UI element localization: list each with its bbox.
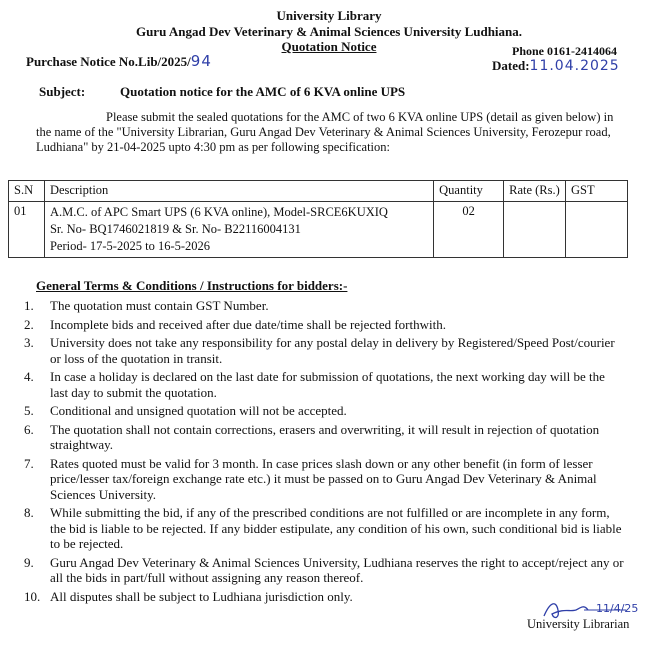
item-number: 6. <box>24 421 34 437</box>
cell-rate <box>504 202 566 258</box>
item-text: All disputes shall be subject to Ludhiana jurisdiction only. <box>50 588 353 604</box>
cell-sn: 01 <box>9 202 45 258</box>
cell-description <box>44 202 433 258</box>
item-number: 5. <box>24 403 34 418</box>
intro-paragraph <box>36 110 626 155</box>
header-gst: GST <box>566 181 628 202</box>
item-number: 1. <box>24 298 34 313</box>
phone-number: Phone 0161-2414064 <box>512 44 617 58</box>
item-number: 8. <box>24 505 34 520</box>
terms-heading: General Terms & Conditions / Instructions for bidders:- <box>36 278 348 293</box>
subject-text: Quotation notice for the AMC of 6 KVA online UPS <box>120 84 406 99</box>
dated-value-handwritten: 11.04.2025 <box>529 58 620 74</box>
list-item <box>14 335 626 366</box>
list-item <box>14 456 626 503</box>
description-line: Sr. No- BQ1746021819 & Sr. No- B22116004131 <box>49 222 301 236</box>
item-number: 2. <box>24 316 34 332</box>
item-text: In case a holiday is declared on the last date for submission of quotations, the next working day will be the last day to submit the quotation. <box>50 369 605 400</box>
list-item <box>14 422 626 453</box>
list-item <box>14 369 626 400</box>
table-row <box>9 202 628 258</box>
dated-label: Dated: <box>492 58 530 73</box>
cell-gst <box>566 202 628 258</box>
purchase-notice-number <box>26 52 212 70</box>
item-text: The quotation must contain GST Number. <box>50 298 269 313</box>
item-number: 4. <box>24 369 34 384</box>
list-item <box>14 505 626 552</box>
table-header-row <box>9 181 628 202</box>
item-number: 10. <box>24 588 41 604</box>
header-quotation-notice: Quotation Notice <box>281 39 377 54</box>
list-item <box>14 403 626 419</box>
item-text: Guru Angad Dev Veterinary & Animal Sciences University, Ludhiana reserves the right to accept/reject any or all the bids in part/full without assigning any reason thereof. <box>50 554 624 585</box>
header-sn: S.N <box>9 181 45 202</box>
item-text: While submitting the bid, if any of the prescribed conditions are not fulfilled or are incomplete in any form, the bid is liable to be rejected. If any bidder estipulate, any condition of his own, such conditional bid is liable to be rejected. <box>50 505 622 551</box>
signature-date-handwritten: 11/4/25 <box>596 602 639 615</box>
subject-label: Subject: <box>39 84 86 99</box>
header-quantity: Quantity <box>434 181 504 202</box>
item-text: The quotation shall not contain corrections, erasers and overwriting, it will result in rejection of quotation straightway. <box>50 421 600 452</box>
list-item <box>14 589 626 605</box>
list-item <box>14 317 626 333</box>
terms-list <box>14 298 626 607</box>
notice-prefix: Purchase Notice No.Lib/2025/ <box>26 54 191 69</box>
item-text: Conditional and unsigned quotation will not be accepted. <box>50 403 347 418</box>
header-description: Description <box>44 181 433 202</box>
header-university: Guru Angad Dev Veterinary & Animal Sciences University Ludhiana. <box>135 24 523 39</box>
description-line: Period- 17-5-2025 to 16-5-2026 <box>49 239 211 253</box>
signoff-title: University Librarian <box>527 617 630 631</box>
list-item <box>14 555 626 586</box>
item-number: 3. <box>24 335 34 350</box>
item-text: University does not take any responsibility for any postal delay in delivery by Registered/Speed Post/courier or loss of the quotation in transit. <box>50 335 615 366</box>
list-item <box>14 298 626 314</box>
intro-paragraph-text: Please submit the sealed quotations for the AMC of two 6 KVA online UPS (detail as given below) in the name of the "University Librarian, Guru Angad Dev Veterinary & Animal Sciences University, Ferozepur road, Ludhiana" by 21-04-2025 upto 4:30 pm as per following specification: <box>36 110 614 154</box>
item-number: 9. <box>24 554 34 570</box>
notice-number-handwritten: 94 <box>190 52 212 70</box>
cell-quantity: 02 <box>434 202 504 258</box>
header-library: University Library <box>276 8 382 23</box>
item-text: Incomplete bids and received after due date/time shall be rejected forthwith. <box>50 316 446 332</box>
item-number: 7. <box>24 455 34 471</box>
item-text: Rates quoted must be valid for 3 month. In case prices slash down or any other benefit (in form of lesser price/lesser tax/foreign exchange rate etc.) it must be passed on to Guru Angad Dev Veterinary & Animal Sciences University. <box>50 455 597 502</box>
specification-table <box>8 180 628 258</box>
description-line: A.M.C. of APC Smart UPS (6 KVA online), Model-SRCE6KUXIQ <box>49 205 388 219</box>
dated <box>492 58 620 74</box>
header-rate: Rate (Rs.) <box>504 181 566 202</box>
